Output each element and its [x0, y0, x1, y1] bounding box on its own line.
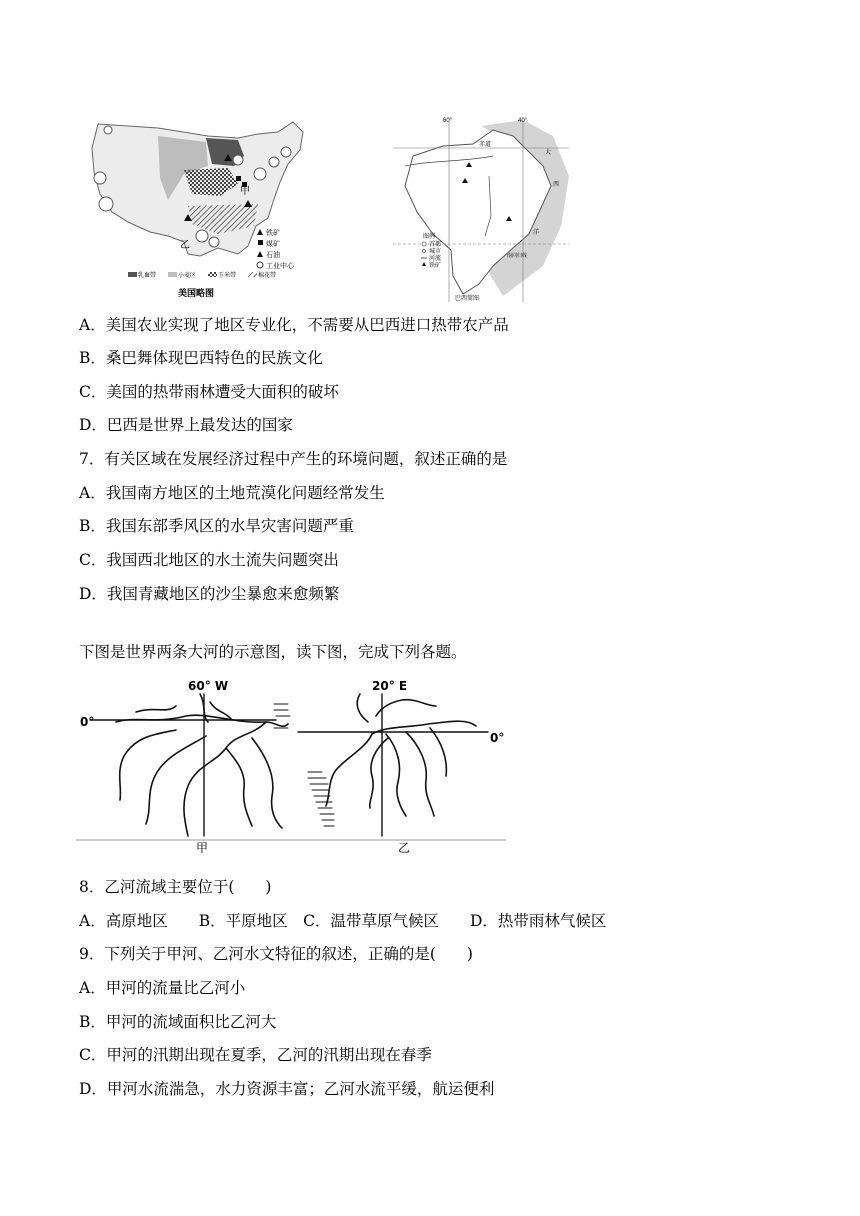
- rivers-intro: 下图是世界两条大河的示意图，读下图，完成下列各题。: [79, 643, 467, 661]
- q6-option-b: B．桑巴舞体现巴西特色的民族文化: [79, 349, 323, 367]
- usa-map: [88, 114, 348, 304]
- legend-city: 城市: [429, 249, 442, 255]
- q7-option-b: B．我国东部季风区的水旱灾害问题严重: [79, 517, 354, 535]
- brazil-legend-title: 图例: [423, 234, 436, 240]
- tropic-label: 南回归线: [507, 253, 528, 259]
- left-lat-label: 0°: [80, 715, 95, 729]
- usa-map-caption: 美国略图: [178, 288, 215, 298]
- ocean-label-da: 大: [545, 150, 552, 156]
- legend-dairy: 乳畜带: [138, 273, 157, 279]
- belt-legend: [128, 271, 276, 279]
- q7-option-a: A．我国南方地区的土地荒漠化问题经常发生: [79, 484, 385, 502]
- legend-capital: 首都: [429, 242, 442, 248]
- q6-option-a: A．美国农业实现了地区专业化，不需要从巴西进口热带农产品: [79, 316, 509, 334]
- usa-legend: [257, 228, 295, 270]
- legend-iron-bra: 铁矿: [429, 263, 442, 269]
- lon-60-label: 60°: [443, 118, 453, 124]
- q7-option-c: C．我国西北地区的水土流失问题突出: [79, 551, 339, 569]
- rivers-figure: [76, 676, 506, 856]
- q9-option-b: B．甲河的流域面积比乙河大: [79, 1013, 277, 1031]
- equator-label: 赤道: [479, 142, 492, 148]
- legend-wheat: 小麦区: [178, 273, 197, 279]
- right-lon-label: 20° E: [372, 679, 408, 693]
- river-jia-label: 甲: [196, 841, 209, 855]
- lon-40-label: 40°: [518, 118, 528, 124]
- q6-option-c: C．美国的热带雨林遭受大面积的破坏: [79, 383, 339, 401]
- q9-option-d: D．甲河水流湍急，水力资源丰富；乙河水流平缓，航运便利: [79, 1080, 495, 1098]
- brazil-legend-symbols: [422, 242, 426, 253]
- right-lat-label: 0°: [490, 731, 505, 745]
- ocean-label-yang: 洋: [533, 230, 540, 236]
- q7-option-d: D．我国青藏地区的沙尘暴愈来愈频繁: [79, 585, 340, 603]
- q9-option-a: A．甲河的流量比乙河小: [79, 979, 246, 997]
- legend-river: 河流: [429, 256, 442, 262]
- q8-options: A．高原地区 B．平原地区 C．温带草原气候区 D．热带雨林气候区: [79, 912, 607, 930]
- ocean-label-xi: 西: [553, 182, 560, 188]
- q6-option-d: D．巴西是世界上最发达的国家: [79, 416, 293, 434]
- label-jia: 甲: [240, 186, 250, 197]
- legend-corn: 玉米带: [218, 273, 237, 279]
- legend-oil: 石油: [266, 252, 280, 259]
- q7-stem: 7．有关区域在发展经济过程中产生的环境问题，叙述正确的是: [79, 450, 508, 468]
- brazil-map-caption: 巴西简图: [455, 296, 480, 302]
- q9-option-c: C．甲河的汛期出现在夏季，乙河的汛期出现在春季: [79, 1046, 432, 1064]
- label-yi: 乙: [180, 240, 190, 251]
- brazil-map: [393, 116, 576, 302]
- q8-stem: 8．乙河流域主要位于( ): [79, 878, 272, 896]
- legend-iron: 铁矿: [266, 230, 280, 237]
- legend-industry: 工业中心: [266, 263, 294, 270]
- left-lon-label: 60° W: [188, 679, 229, 693]
- legend-cotton: 棉花带: [258, 273, 277, 279]
- river-yi-label: 乙: [398, 841, 411, 855]
- q9-stem: 9．下列关于甲河、乙河水文特征的叙述，正确的是( ): [79, 945, 473, 963]
- legend-coal: 煤矿: [266, 241, 280, 248]
